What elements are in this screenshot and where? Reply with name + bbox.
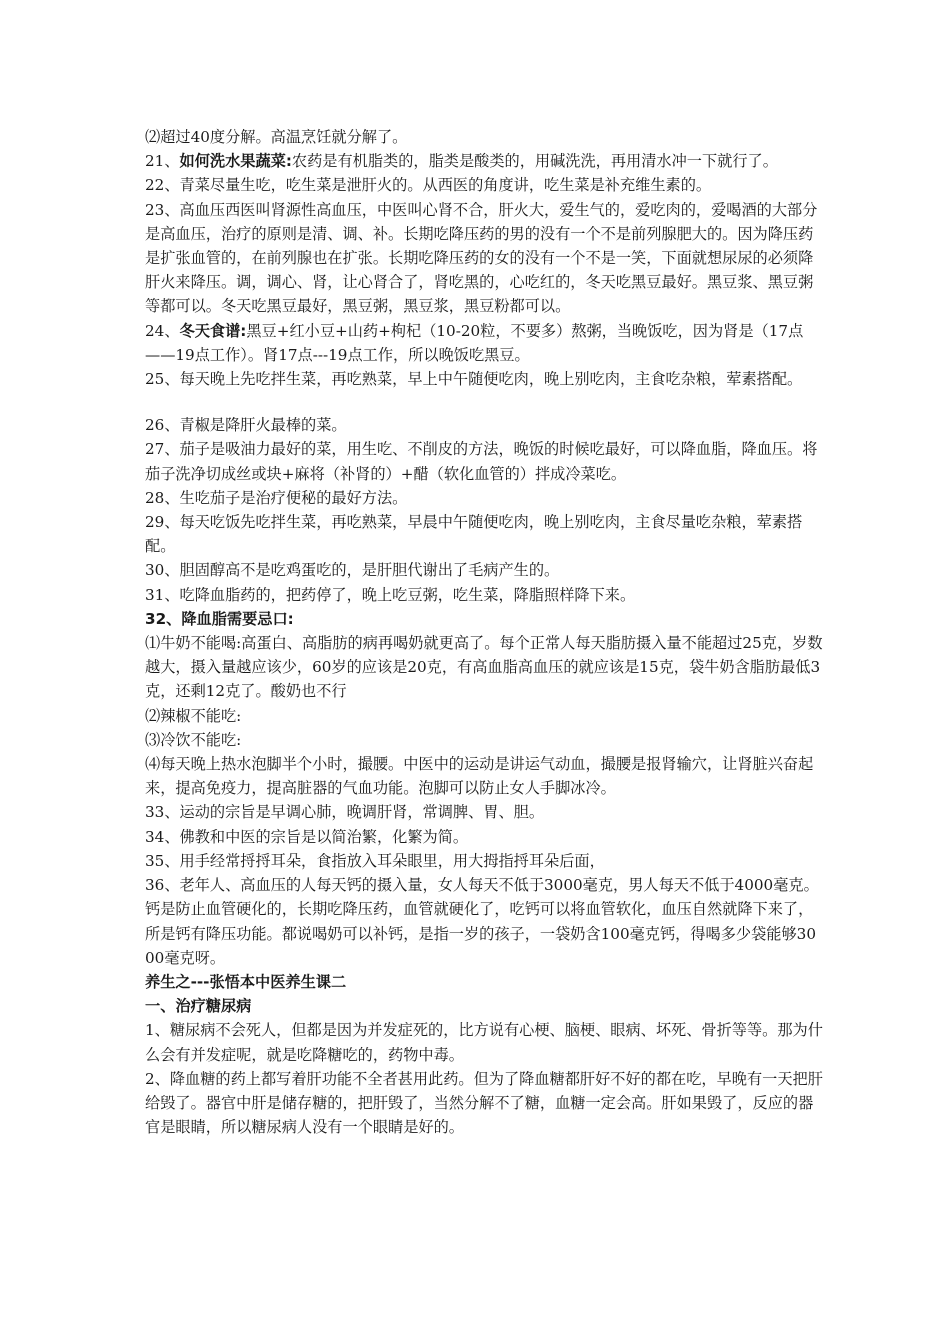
paragraph-35: 35、用手经常捋捋耳朵，食指放入耳朵眼里，用大拇指捋耳朵后面， bbox=[145, 851, 605, 870]
paragraph-33: 33、运动的宗旨是早调心肺，晚调肝肾，常调脾、胃、胆。 bbox=[145, 803, 545, 822]
paragraph-21: 21、如何洗水果蔬菜:农药是有机脂类的，脂类是酸类的，用碱洗洗，再用清水冲一下就行了。 bbox=[145, 152, 778, 171]
paragraph-24: 24、冬天食谱:黑豆+红小豆+山药+枸杞（10-20粒，不要多）熬粥，当晚饭吃，因为肾是（17点——19点工作）。肾17点---19点工作，所以晚饭吃黑豆。 bbox=[145, 321, 804, 364]
paragraph-32c: ⑶冷饮不能吃: bbox=[145, 730, 242, 749]
paragraph-29: 29、每天吃饭先吃拌生菜，再吃熟菜，早晨中午随便吃肉，晚上别吃肉，主食尽量吃杂粮，荤素搭配。 bbox=[145, 513, 803, 556]
paragraph-23: 23、高血压西医叫肾源性高血压，中医叫心肾不合，肝火大，爱生气的，爱吃肉的，爱喝酒的大部分是高血压，治疗的原则是清、调、补。长期吃降压药的男的没有一个不是前列腺肥大的。因为降压药是扩张血管的，在前列腺也在扩张。长期吃降压药的女的没有一个不是一笑，下面就想尿尿的必须降肝火来降压。调，调心、肾，让心肾合了，肾吃黑的，心吃红的，冬天吃黑豆最好。黑豆浆、黑豆粥等都可以。冬天吃黑豆最好，黑豆粥，黑豆浆，黑豆粉都可以。 bbox=[145, 200, 818, 316]
paragraph-p0: ⑵超过40度分解。高温烹饪就分解了。 bbox=[145, 128, 408, 146]
paragraph-d2: 2、降血糖的药上都写着肝功能不全者甚用此药。但为了降血糖都肝好不好的都在吃，早晚有一天把肝给毁了。器官中肝是储存糖的，把肝毁了，当然分解不了糖，血糖一定会高。肝如果毁了，反应的器官是眼睛，所以糖尿病人没有一个眼睛是好的。 bbox=[145, 1069, 823, 1137]
section-heading: 一、治疗糖尿病 bbox=[145, 997, 252, 1016]
paragraph-25: 25、每天晚上先吃拌生菜，再吃熟菜，早上中午随便吃肉，晚上别吃肉，主食吃杂粮，荤素搭配。 bbox=[145, 370, 803, 389]
section-title: 养生之---张悟本中医养生课二 bbox=[145, 972, 347, 991]
paragraph-30: 30、胆固醇高不是吃鸡蛋吃的，是肝胆代谢出了毛病产生的。 bbox=[145, 561, 560, 580]
paragraph-32d: ⑷每天晚上热水泡脚半个小时，撮腰。中医中的运动是讲运气动血，撮腰是报肾输穴，让肾脏兴奋起来，提高免疫力，提高脏器的气血功能。泡脚可以防止女人手脚冰冷。 bbox=[145, 755, 814, 798]
paragraph-34: 34、佛教和中医的宗旨是以简治繁，化繁为简。 bbox=[145, 827, 469, 846]
paragraph-22: 22、青菜尽量生吃，吃生菜是泄肝火的。从西医的角度讲，吃生菜是补充维生素的。 bbox=[145, 176, 712, 195]
paragraph-32b: ⑵辣椒不能吃: bbox=[145, 706, 242, 725]
paragraph-36: 36、老年人、高血压的人每天钙的摄入量，女人每天不低于3000毫克，男人每天不低于4000毫克。钙是防止血管硬化的，长期吃降压药，血管就硬化了，吃钙可以将血管软化，血压自然就降下来了，所是钙有降压功能。都说喝奶可以补钙，是指一岁的孩子，一袋奶含100毫克钙，得喝多少袋能够3000毫克呀。 bbox=[145, 876, 819, 967]
blank-line bbox=[145, 391, 825, 413]
paragraph-28: 28、生吃茄子是治疗便秘的最好方法。 bbox=[145, 488, 408, 507]
paragraph-26: 26、青椒是降肝火最棒的菜。 bbox=[145, 416, 347, 435]
paragraph-31: 31、吃降血脂药的，把药停了，晚上吃豆粥，吃生菜，降脂照样降下来。 bbox=[145, 585, 636, 604]
bold-heading: 冬天食谱: bbox=[179, 321, 247, 340]
paragraph-27: 27、茄子是吸油力最好的菜，用生吃、不削皮的方法，晚饭的时候吃最好，可以降血脂，降血压。将茄子洗净切成丝或块+麻将（补肾的）+醋（软化血管的）拌成冷菜吃。 bbox=[145, 440, 818, 483]
bold-heading: 如何洗水果蔬菜: bbox=[179, 152, 292, 171]
paragraph-32a: ⑴牛奶不能喝:高蛋白、高脂肪的病再喝奶就更高了。每个正常人每天脂肪摄入量不能超过25克，岁数越大，摄入量越应该少，60岁的应该是20克，有高血脂高血压的就应该是15克，袋牛奶含脂肪最低3克，还剩12克了。酸奶也不行 bbox=[145, 634, 823, 701]
heading-32: 32、降血脂需要忌口: bbox=[145, 609, 294, 628]
document-page bbox=[145, 125, 825, 1139]
paragraph-d1: 1、糖尿病不会死人，但都是因为并发症死的，比方说有心梗、脑梗、眼病、坏死、骨折等等。那为什么会有并发症呢，就是吃降糖吃的，药物中毒。 bbox=[145, 1021, 823, 1064]
